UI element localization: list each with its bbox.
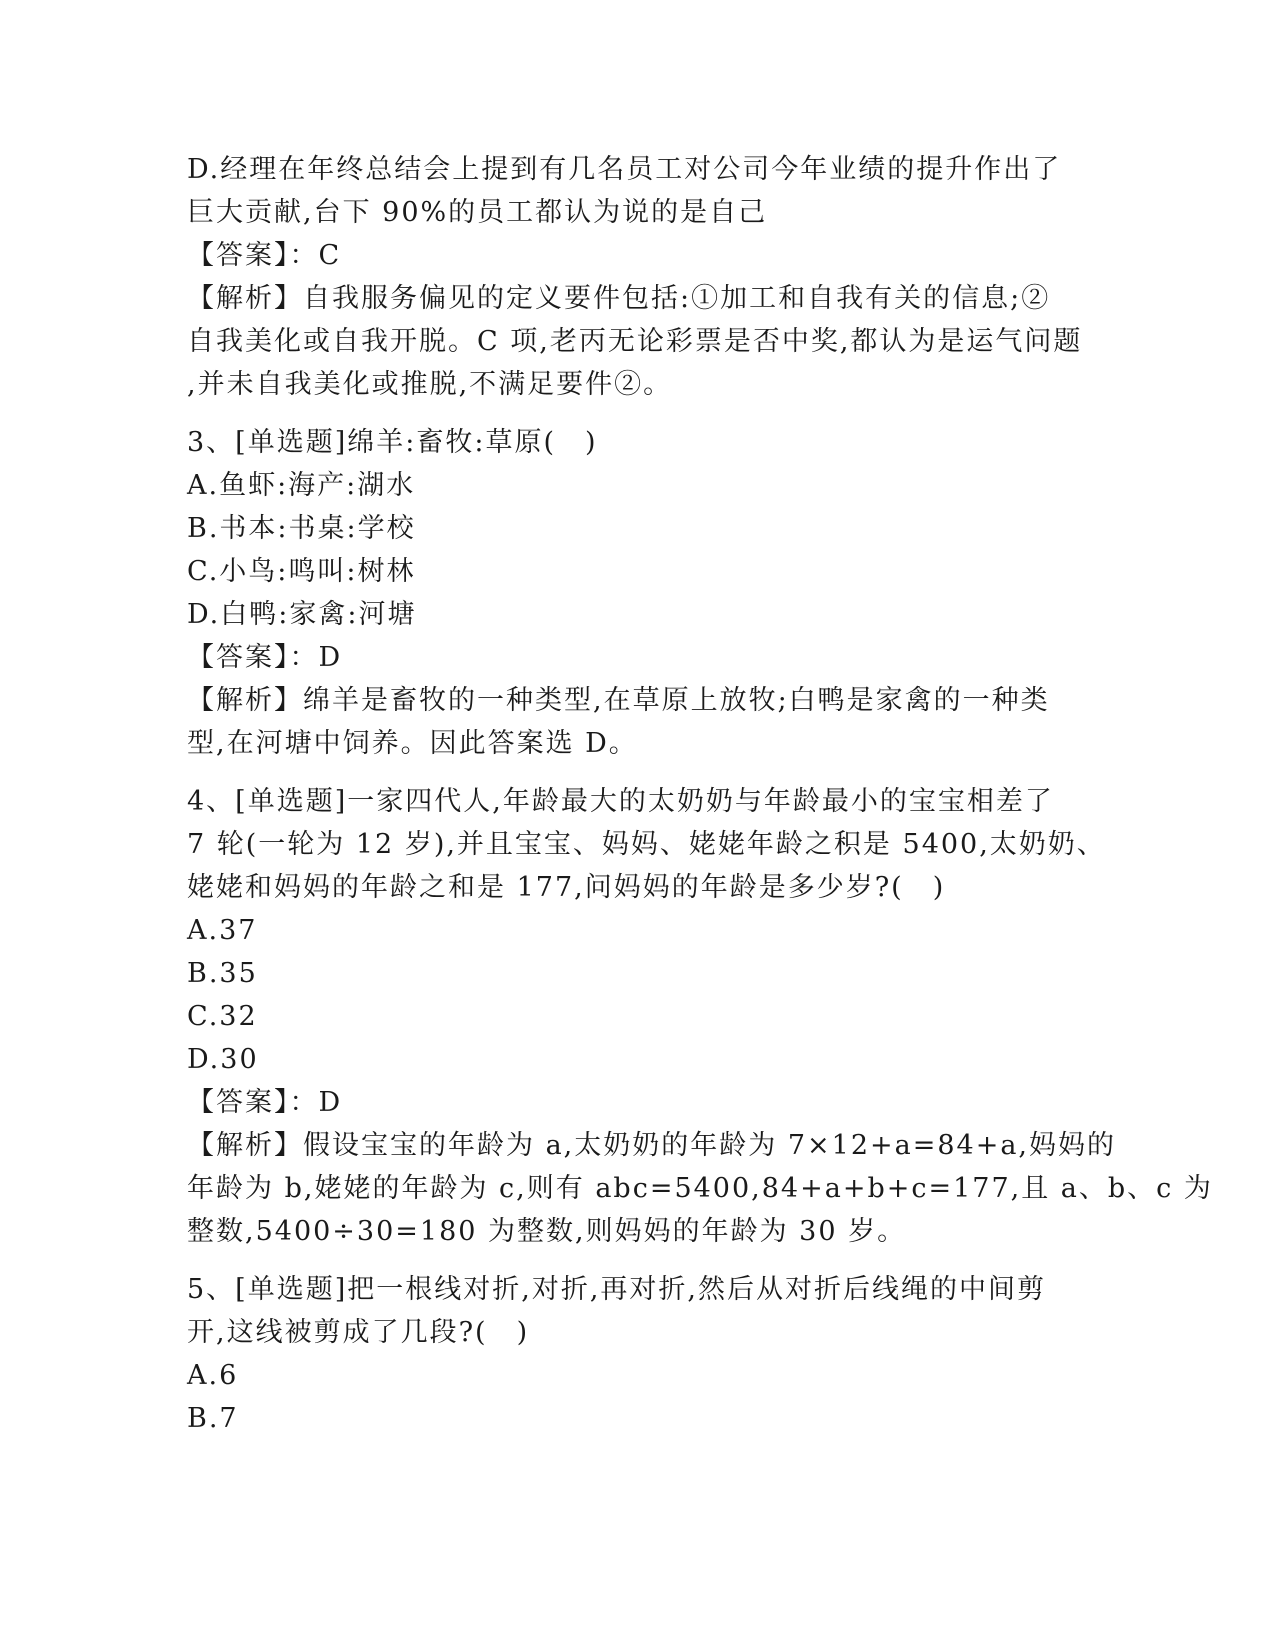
q2-answer: 【答案】：C [187,240,342,271]
q2-option-d-line-1: D.经理在年终总结会上提到有几名员工对公司今年业绩的提升作出了 [187,154,1062,185]
q5-option-a: A.6 [187,1360,239,1391]
q3-option-b: B.书本:书桌:学校 [187,513,416,544]
q4-answer: 【答案】：D [187,1087,343,1118]
q4-option-a: A.37 [187,915,258,946]
q4-option-c: C.32 [187,1001,258,1032]
q3-option-d: D.白鸭:家禽:河塘 [187,599,417,630]
q3-analysis-line-2: 型,在河塘中饲养。因此答案选 D。 [187,728,638,759]
q2-option-d-line-2: 巨大贡献,台下 90%的员工都认为说的是自己 [187,197,768,228]
q4-stem-line-2: 7 轮(一轮为 12 岁),并且宝宝、妈妈、姥姥年龄之积是 5400,太奶奶、 [187,829,1106,860]
q4-option-d: D.30 [187,1044,259,1075]
q4-analysis-line-1: 【解析】假设宝宝的年龄为 a,太奶奶的年龄为 7×12+a=84+a,妈妈的 [187,1130,1117,1161]
q4-option-b: B.35 [187,958,258,989]
q4-stem-line-3: 姥姥和妈妈的年龄之和是 177,问妈妈的年龄是多少岁?( ) [187,872,946,903]
q2-analysis-line-2: 自我美化或自我开脱。C 项,老丙无论彩票是否中奖,都认为是运气问题 [187,326,1083,357]
q3-analysis-line-1: 【解析】绵羊是畜牧的一种类型,在草原上放牧;白鸭是家禽的一种类 [187,685,1050,716]
page-content [187,148,1213,1440]
q5-option-b: B.7 [187,1403,239,1434]
q4-analysis-line-3: 整数,5400÷30=180 为整数,则妈妈的年龄为 30 岁。 [187,1216,907,1247]
q3-stem: 3、[单选题]绵羊:畜牧:草原( ) [187,427,598,458]
q5-stem-line-1: 5、[单选题]把一根线对折,对折,再对折,然后从对折后线绳的中间剪 [187,1274,1046,1305]
q2-analysis-line-3: ,并未自我美化或推脱,不满足要件②。 [187,369,673,400]
q5-stem-line-2: 开,这线被剪成了几段?( ) [187,1317,530,1348]
q4-stem-line-1: 4、[单选题]一家四代人,年龄最大的太奶奶与年龄最小的宝宝相差了 [187,786,1054,817]
q4-analysis-line-2: 年龄为 b,姥姥的年龄为 c,则有 abc=5400,84+a+b+c=177,且 a、b、c 为 [187,1173,1213,1204]
q3-answer: 【答案】：D [187,642,343,673]
q2-analysis-line-1: 【解析】自我服务偏见的定义要件包括:①加工和自我有关的信息;② [187,283,1051,314]
q3-option-c: C.小鸟:鸣叫:树林 [187,556,416,587]
q3-option-a: A.鱼虾:海产:湖水 [187,470,416,501]
